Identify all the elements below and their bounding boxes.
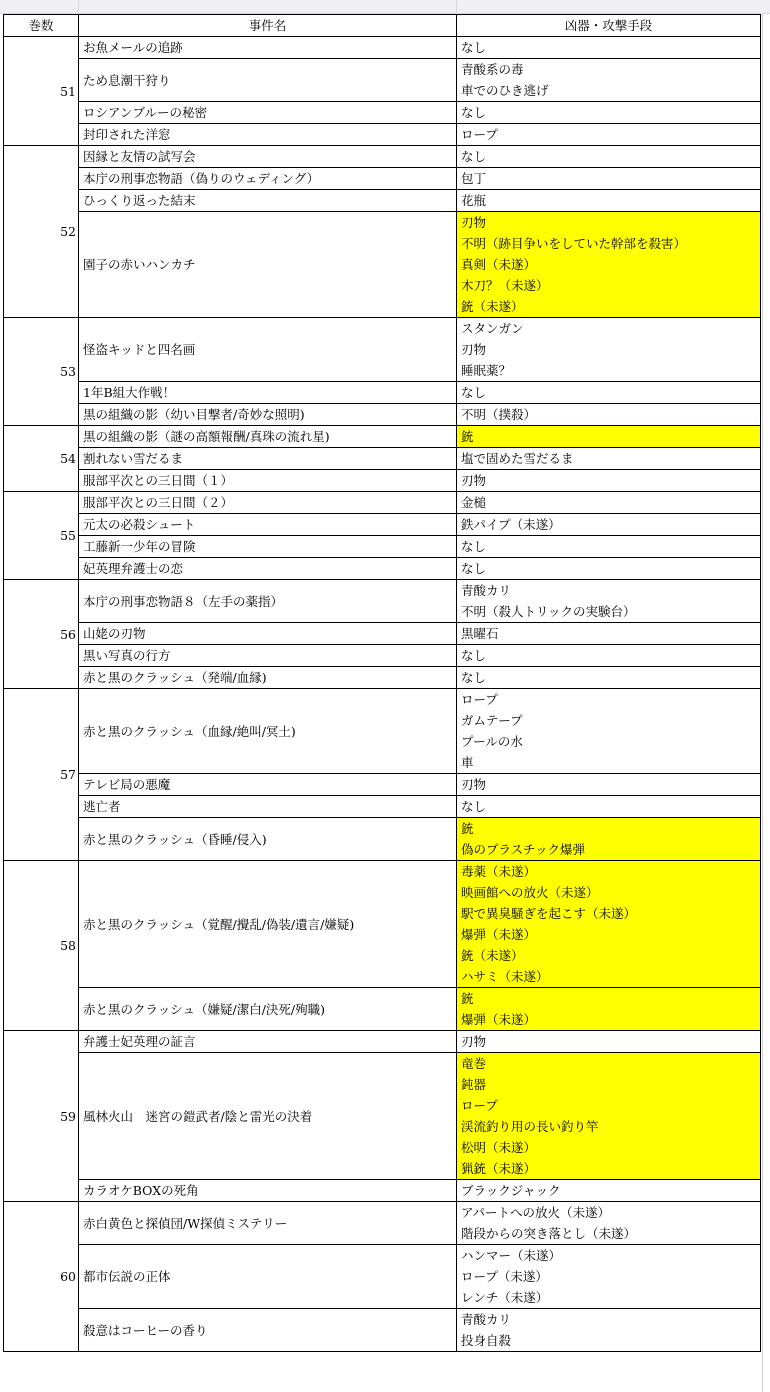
weapon-line: 塩で固めた雪だるま <box>461 451 574 466</box>
weapon-line: 駅で異臭騒ぎを起こす（未遂） <box>461 906 637 921</box>
weapon-cell[interactable] <box>457 124 761 146</box>
weapon-line: 渓流釣り用の長い釣り竿 <box>461 1119 599 1134</box>
table-body <box>4 37 761 1352</box>
table-row <box>4 102 761 124</box>
table-row <box>4 1053 761 1180</box>
weapon-line: なし <box>461 385 487 400</box>
case-name-cell[interactable]: 怪盗キッドと四名画 <box>79 318 457 382</box>
case-name-cell[interactable]: 赤と黒のクラッシュ（嫌疑/潔白/決死/殉職) <box>79 988 457 1031</box>
weapon-line: なし <box>461 670 487 685</box>
weapon-cell[interactable] <box>457 1202 761 1245</box>
table-row <box>4 404 761 426</box>
case-name-cell[interactable]: 黒の組織の影（幼い目撃者/奇妙な照明) <box>79 404 457 426</box>
case-weapon-table <box>3 14 761 1352</box>
weapon-line: 包丁 <box>461 171 487 186</box>
table-row <box>4 146 761 168</box>
weapon-line: 青酸カリ <box>461 1312 512 1327</box>
weapon-cell[interactable] <box>457 645 761 667</box>
weapon-cell[interactable] <box>457 667 761 689</box>
table-row <box>4 492 761 514</box>
weapon-cell[interactable] <box>457 59 761 102</box>
weapon-cell[interactable] <box>457 689 761 774</box>
weapon-cell[interactable] <box>457 861 761 988</box>
weapon-line: 爆弾（未遂） <box>461 1012 537 1027</box>
case-name-cell[interactable]: 元太の必殺シュート <box>79 514 457 536</box>
sheet-grid-edge <box>762 14 770 1392</box>
case-name-cell[interactable]: 赤と黒のクラッシュ（発端/血縁) <box>79 667 457 689</box>
weapon-line: 銃（未遂） <box>461 299 524 314</box>
weapon-line: レンチ（未遂） <box>461 1290 549 1305</box>
weapon-line: 木刀？（未遂） <box>461 278 549 293</box>
weapon-line: 銃 <box>461 821 474 836</box>
table-row <box>4 861 761 988</box>
table-row <box>4 59 761 102</box>
weapon-line: ロープ <box>461 1098 498 1113</box>
case-name-cell[interactable]: 1年B組大作戦！ <box>79 382 457 404</box>
volume-cell[interactable]: 54 <box>4 426 79 492</box>
weapon-line: なし <box>461 799 487 814</box>
case-name-cell[interactable]: 割れない雪だるま <box>79 448 457 470</box>
table-row <box>4 558 761 580</box>
weapon-cell[interactable] <box>457 1309 761 1352</box>
weapon-line: 映画館への放火（未遂） <box>461 885 599 900</box>
weapon-line: 花瓶 <box>461 193 487 208</box>
weapon-line: なし <box>461 561 487 576</box>
weapon-line: 鈍器 <box>461 1077 487 1092</box>
table-row <box>4 514 761 536</box>
weapon-line: 青酸系の毒 <box>461 62 524 77</box>
weapon-line: 鉄パイプ（未遂） <box>461 517 561 532</box>
weapon-cell[interactable] <box>457 1180 761 1202</box>
table-row <box>4 1245 761 1309</box>
weapon-line: ガムテープ <box>461 713 523 728</box>
volume-cell[interactable]: 55 <box>4 492 79 580</box>
weapon-cell[interactable] <box>457 318 761 382</box>
case-name-cell[interactable]: お魚メールの追跡 <box>79 37 457 59</box>
table-row <box>4 623 761 645</box>
weapon-line: 毒薬（未遂） <box>461 864 537 879</box>
case-name-cell[interactable]: 赤と黒のクラッシュ（血縁/絶叫/冥土) <box>79 689 457 774</box>
weapon-line: アパートへの放火（未遂） <box>461 1205 611 1220</box>
table-row <box>4 1180 761 1202</box>
volume-cell[interactable]: 56 <box>4 580 79 689</box>
volume-cell[interactable]: 51 <box>4 37 79 146</box>
header-weapon: 凶器・攻撃手段 <box>457 15 761 37</box>
header-volume: 巻数 <box>4 15 79 37</box>
case-name-cell[interactable]: 服部平次との三日間（１） <box>79 470 457 492</box>
weapon-cell[interactable] <box>457 988 761 1031</box>
case-name-cell[interactable]: テレビ局の悪魔 <box>79 774 457 796</box>
weapon-cell[interactable] <box>457 190 761 212</box>
weapon-line: 銃 <box>461 429 474 444</box>
header-row <box>4 15 761 37</box>
weapon-line: 刃物 <box>461 473 487 488</box>
case-name-cell[interactable]: 風林火山 迷宮の鎧武者/陰と雷光の決着 <box>79 1053 457 1180</box>
case-name-cell[interactable]: 赤白黄色と探偵団/W探偵ミステリー <box>79 1202 457 1245</box>
table-row <box>4 536 761 558</box>
case-name-cell[interactable]: 妃英理弁護士の恋 <box>79 558 457 580</box>
table-row <box>4 382 761 404</box>
weapon-line: ハサミ（未遂） <box>461 969 549 984</box>
weapon-line: なし <box>461 648 487 663</box>
table-row <box>4 667 761 689</box>
weapon-line: 投身自殺 <box>461 1333 512 1348</box>
weapon-line: なし <box>461 539 487 554</box>
table-row <box>4 988 761 1031</box>
volume-cell[interactable]: 59 <box>4 1031 79 1202</box>
weapon-cell[interactable] <box>457 146 761 168</box>
table-row <box>4 318 761 382</box>
weapon-cell[interactable] <box>457 212 761 318</box>
weapon-line: 刃物 <box>461 777 487 792</box>
weapon-line: 爆弾（未遂） <box>461 927 537 942</box>
sheet-column-header-bar <box>0 0 770 14</box>
case-name-cell[interactable]: ため息潮干狩り <box>79 59 457 102</box>
volume-cell[interactable]: 60 <box>4 1202 79 1352</box>
volume-cell[interactable]: 53 <box>4 318 79 426</box>
table-row <box>4 1031 761 1053</box>
weapon-line: 車 <box>461 755 474 770</box>
weapon-line: 階段からの突き落とし（未遂） <box>461 1226 637 1241</box>
case-name-cell[interactable]: 因縁と友情の試写会 <box>79 146 457 168</box>
table-row <box>4 818 761 861</box>
case-name-cell[interactable]: 本庁の刑事恋物語（偽りのウェディング） <box>79 168 457 190</box>
table-row <box>4 1309 761 1352</box>
weapon-line: プールの水 <box>461 734 523 749</box>
case-name-cell[interactable]: 逃亡者 <box>79 796 457 818</box>
weapon-line: 車でのひき逃げ <box>461 83 549 98</box>
weapon-cell[interactable] <box>457 448 761 470</box>
weapon-line: 銃（未遂） <box>461 948 524 963</box>
weapon-cell[interactable] <box>457 168 761 190</box>
case-name-cell[interactable]: カラオケBOXの死角 <box>79 1180 457 1202</box>
case-name-cell[interactable]: 都市伝説の正体 <box>79 1245 457 1309</box>
weapon-cell[interactable] <box>457 1031 761 1053</box>
case-name-cell[interactable]: 黒い写真の行方 <box>79 645 457 667</box>
weapon-cell[interactable] <box>457 470 761 492</box>
weapon-line: 松明（未遂） <box>461 1140 537 1155</box>
weapon-line: なし <box>461 40 487 55</box>
weapon-cell[interactable] <box>457 558 761 580</box>
weapon-line: ロープ（未遂） <box>461 1269 548 1284</box>
weapon-line: ロープ <box>461 127 498 142</box>
table-row <box>4 470 761 492</box>
case-name-cell[interactable]: 封印された洋窓 <box>79 124 457 146</box>
case-name-cell[interactable]: 本庁の刑事恋物語８（左手の薬指） <box>79 580 457 623</box>
weapon-cell[interactable] <box>457 1053 761 1180</box>
weapon-cell[interactable] <box>457 382 761 404</box>
table-row <box>4 1202 761 1245</box>
table-row <box>4 37 761 59</box>
weapon-cell[interactable] <box>457 102 761 124</box>
table-row <box>4 426 761 448</box>
case-name-cell[interactable]: 園子の赤いハンカチ <box>79 212 457 318</box>
weapon-line: スタンガン <box>461 321 524 336</box>
table-row <box>4 580 761 623</box>
weapon-line: 不明（殺人トリックの実験台） <box>461 604 636 619</box>
weapon-line: 刃物 <box>461 215 487 230</box>
case-name-cell[interactable]: 弁護士妃英理の証言 <box>79 1031 457 1053</box>
weapon-line: 偽のプラスチック爆弾 <box>461 842 586 857</box>
weapon-line: 不明（跡目争いをしていた幹部を殺害） <box>461 236 687 251</box>
case-name-cell[interactable]: 赤と黒のクラッシュ（覚醒/攪乱/偽装/遺言/嫌疑) <box>79 861 457 988</box>
weapon-cell[interactable] <box>457 514 761 536</box>
weapon-cell[interactable] <box>457 796 761 818</box>
weapon-line: 不明（撲殺） <box>461 407 537 422</box>
weapon-cell[interactable] <box>457 623 761 645</box>
case-name-cell[interactable]: ロシアンブルーの秘密 <box>79 102 457 124</box>
case-name-cell[interactable]: 殺意はコーヒーの香り <box>79 1309 457 1352</box>
table-row <box>4 645 761 667</box>
weapon-line: 睡眠薬？ <box>461 363 512 378</box>
case-name-cell[interactable]: ひっくり返った結末 <box>79 190 457 212</box>
weapon-line: ハンマー（未遂） <box>461 1248 562 1263</box>
volume-cell[interactable]: 57 <box>4 689 79 861</box>
weapon-cell[interactable] <box>457 536 761 558</box>
weapon-line: 刃物 <box>461 342 487 357</box>
weapon-line: 黒曜石 <box>461 626 499 641</box>
weapon-line: ロープ <box>461 692 498 707</box>
table-row <box>4 796 761 818</box>
weapon-cell[interactable] <box>457 580 761 623</box>
weapon-line: 青酸カリ <box>461 583 512 598</box>
weapon-line: 真剣（未遂） <box>461 257 537 272</box>
weapon-line: ブラックジャック <box>461 1183 561 1198</box>
table-row <box>4 124 761 146</box>
weapon-cell[interactable] <box>457 818 761 861</box>
weapon-line: 猟銃（未遂） <box>461 1161 537 1176</box>
weapon-cell[interactable] <box>457 1245 761 1309</box>
table-row <box>4 168 761 190</box>
weapon-line: 金槌 <box>461 495 487 510</box>
table-row <box>4 190 761 212</box>
case-name-cell[interactable]: 山姥の刃物 <box>79 623 457 645</box>
weapon-line: なし <box>461 149 487 164</box>
case-name-cell[interactable]: 赤と黒のクラッシュ（昏睡/侵入) <box>79 818 457 861</box>
weapon-cell[interactable] <box>457 404 761 426</box>
volume-cell[interactable]: 52 <box>4 146 79 318</box>
weapon-cell[interactable] <box>457 492 761 514</box>
volume-cell[interactable]: 58 <box>4 861 79 1031</box>
weapon-cell[interactable] <box>457 37 761 59</box>
table-row <box>4 212 761 318</box>
table-row <box>4 448 761 470</box>
case-name-cell[interactable]: 服部平次との三日間（２） <box>79 492 457 514</box>
weapon-line: 刃物 <box>461 1034 487 1049</box>
header-case-name: 事件名 <box>79 15 457 37</box>
table-row <box>4 774 761 796</box>
weapon-line: 銃 <box>461 991 474 1006</box>
weapon-cell[interactable] <box>457 426 761 448</box>
weapon-line: なし <box>461 105 487 120</box>
case-name-cell[interactable]: 工藤新一少年の冒険 <box>79 536 457 558</box>
table-row <box>4 689 761 774</box>
weapon-line: 竜巻 <box>461 1056 487 1071</box>
case-name-cell[interactable]: 黒の組織の影（謎の高額報酬/真珠の流れ星) <box>79 426 457 448</box>
weapon-cell[interactable] <box>457 774 761 796</box>
